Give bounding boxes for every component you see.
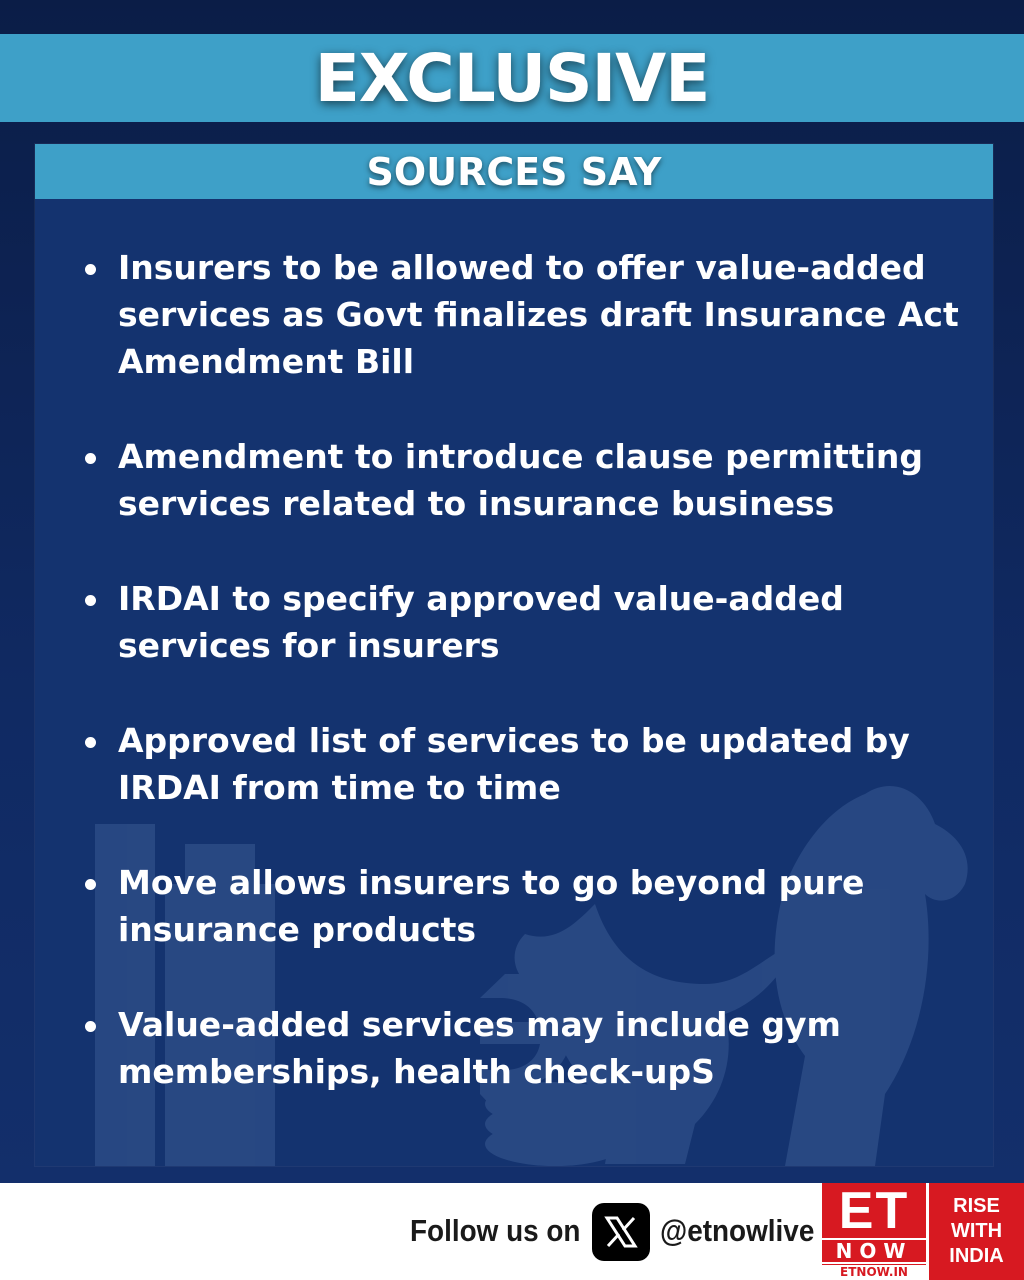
bullet-text: Value-added services may include gym memberships, health check-upS <box>118 1005 841 1091</box>
follow-label: Follow us on <box>410 1213 581 1248</box>
content-panel <box>35 144 993 1166</box>
bullet-dot-icon <box>85 264 96 275</box>
bullet-list <box>85 244 985 1143</box>
logo-et-text: ET <box>838 1183 910 1240</box>
x-logo-icon[interactable] <box>592 1203 650 1261</box>
bullet-text: Move allows insurers to go beyond pure insurance products <box>118 863 865 949</box>
bullet-dot-icon <box>85 1021 96 1032</box>
list-item <box>85 717 985 811</box>
bullet-dot-icon <box>85 879 96 890</box>
tagline-line: INDIA <box>949 1245 1004 1267</box>
bullet-dot-icon <box>85 737 96 748</box>
tagline-line: WITH <box>950 1220 1003 1242</box>
footer-bar <box>0 1183 1024 1280</box>
logo-site-text: ETNOW.IN <box>822 1265 926 1280</box>
headline: EXCLUSIVE <box>314 39 710 117</box>
et-now-logo[interactable] <box>822 1183 926 1280</box>
logo-now-text: NOW <box>822 1238 926 1264</box>
bullet-text: Amendment to introduce clause permitting services related to insurance business <box>118 437 924 523</box>
bullet-dot-icon <box>85 595 96 606</box>
list-item <box>85 244 985 385</box>
bullet-text: Approved list of services to be updated by IRDAI from time to time <box>118 721 910 807</box>
list-item <box>85 859 985 953</box>
list-item <box>85 1001 985 1095</box>
tagline-line: RISE <box>953 1195 1000 1217</box>
list-item <box>85 575 985 669</box>
bullet-text: IRDAI to specify approved value-added services for insurers <box>118 579 844 665</box>
bullet-dot-icon <box>85 453 96 464</box>
social-handle-link[interactable]: @etnowlive <box>660 1213 815 1248</box>
bullet-text: Insurers to be allowed to offer value-added services as Govt finalizes draft Insurance Act Amendment Bill <box>118 248 959 381</box>
list-item <box>85 433 985 527</box>
x-glyph-icon <box>603 1214 639 1250</box>
tagline-block <box>929 1183 1024 1280</box>
sources-say-banner: SOURCES SAY <box>35 144 993 199</box>
